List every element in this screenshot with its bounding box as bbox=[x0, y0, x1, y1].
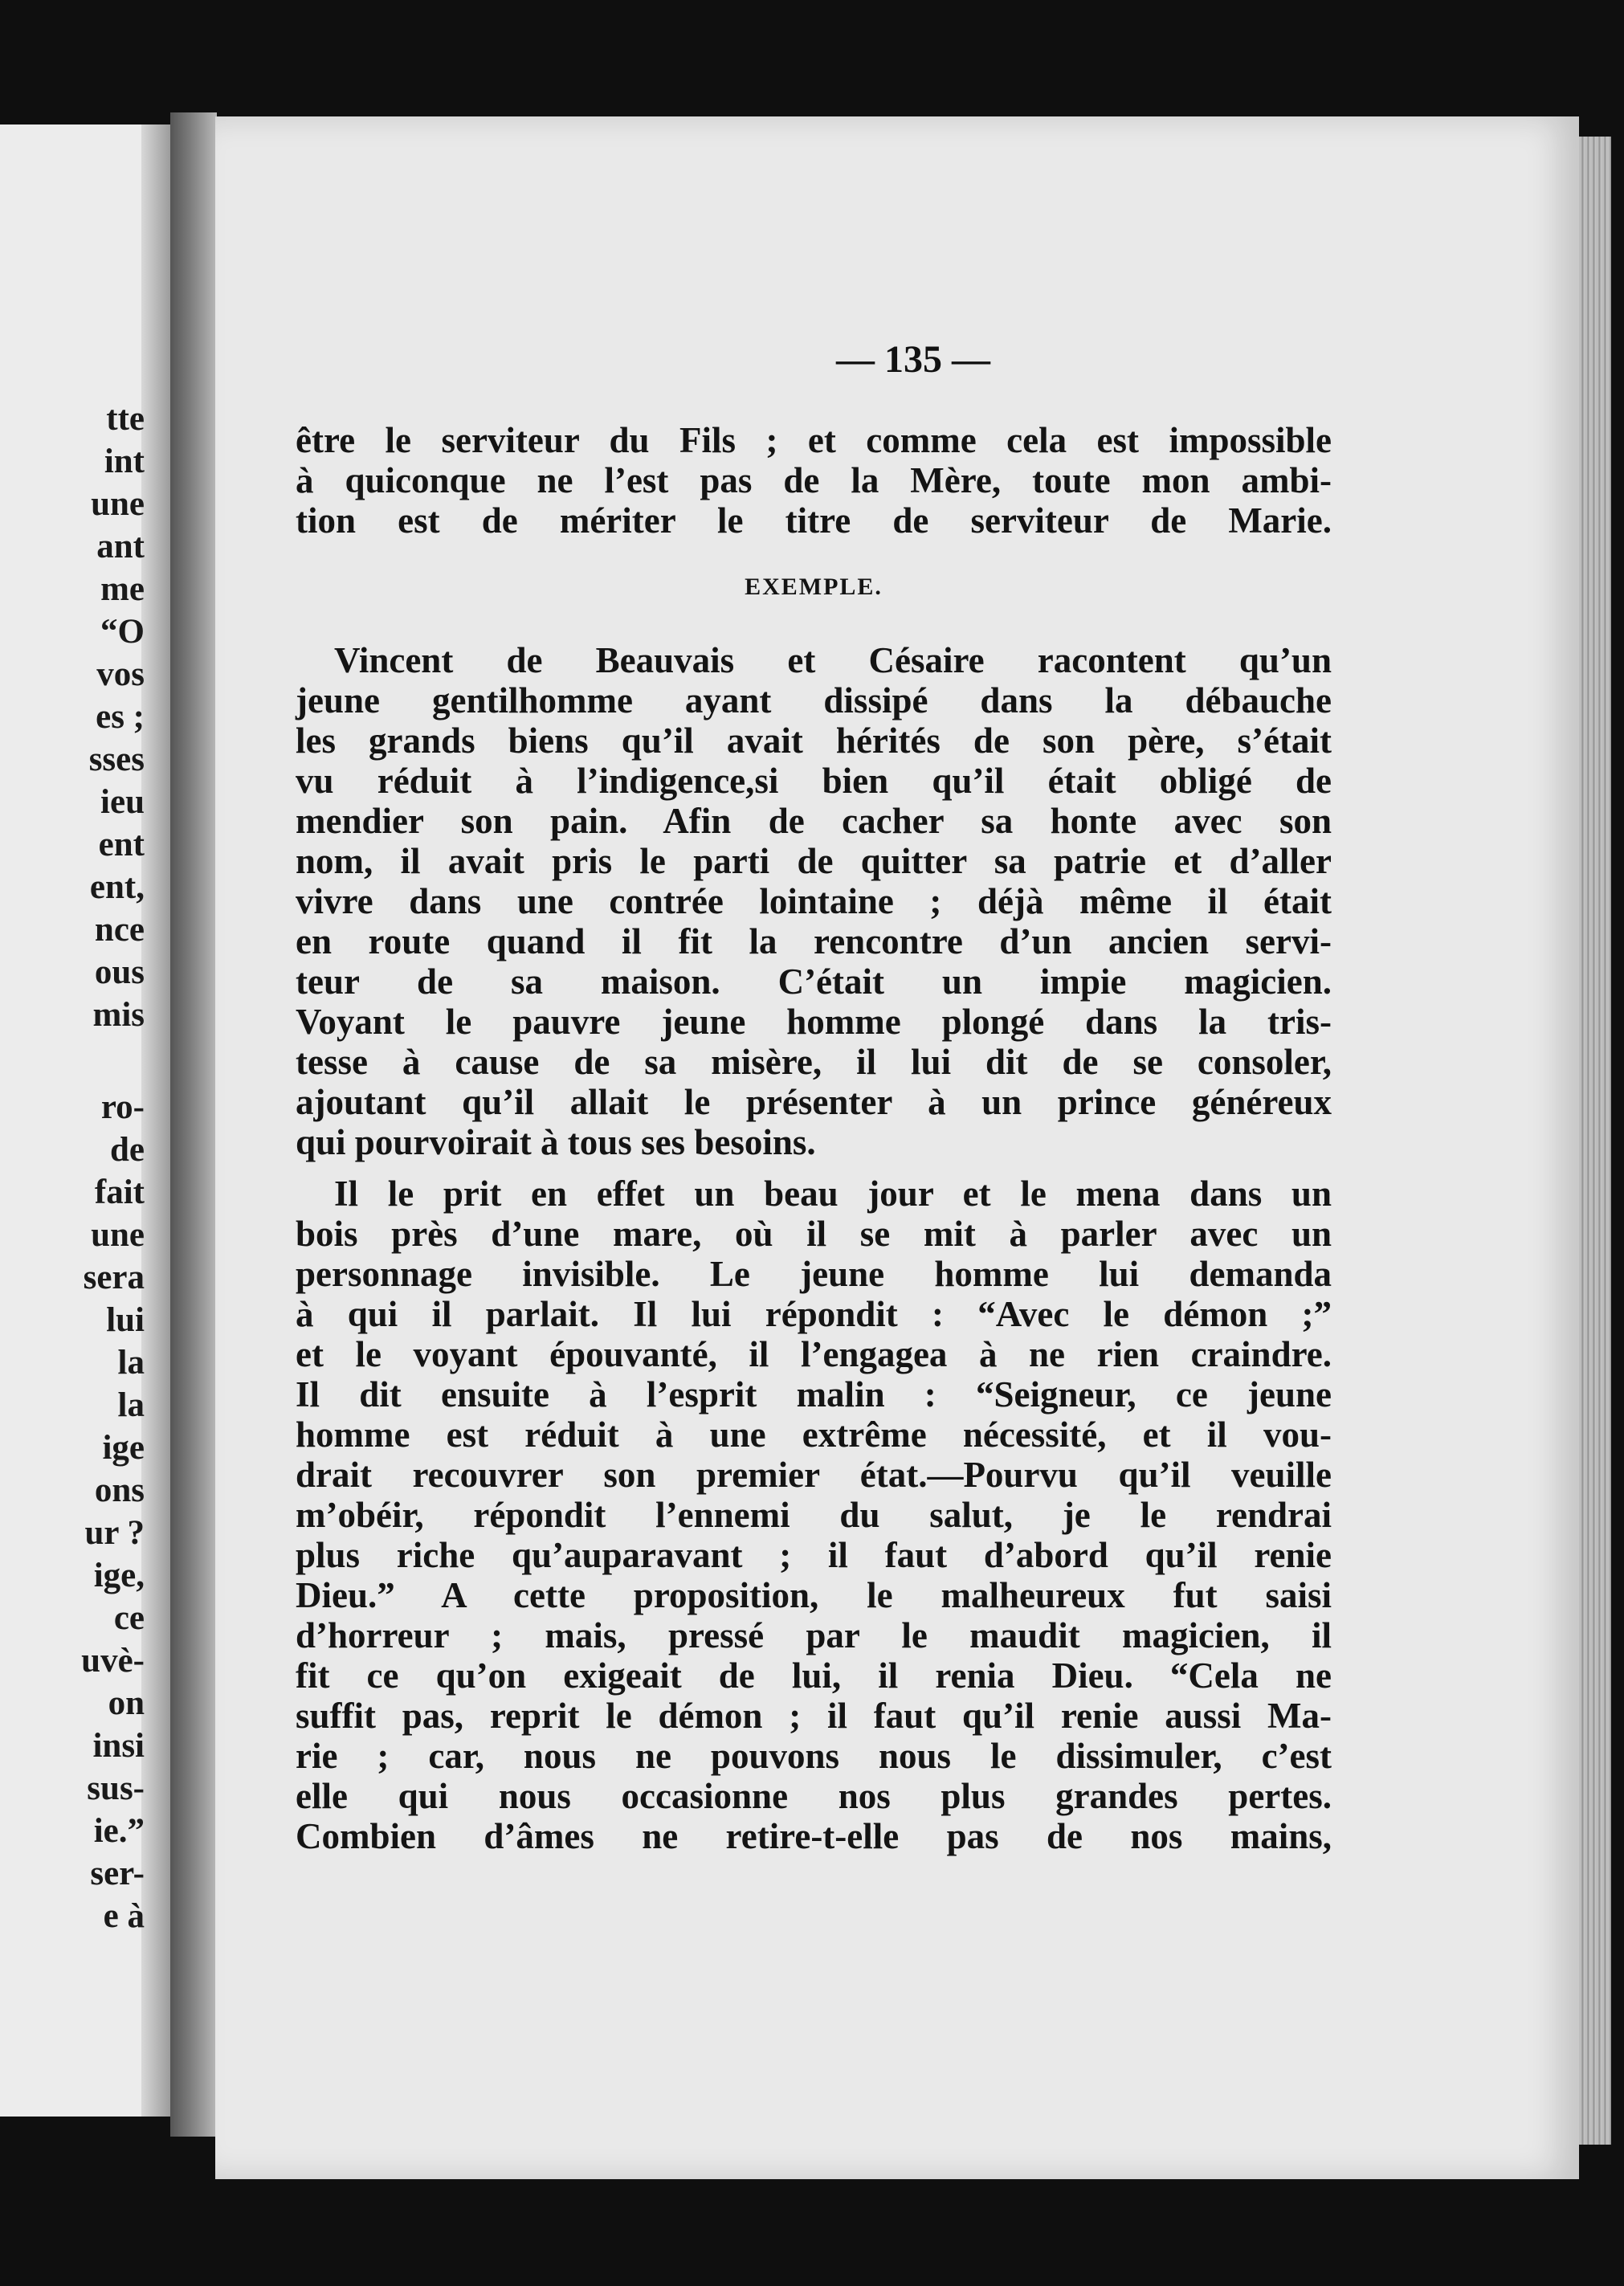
previous-page-line: es ; bbox=[96, 698, 145, 736]
previous-page-line: sus- bbox=[87, 1770, 145, 1807]
paragraph1-lines-line: Voyant le pauvre jeune homme plongé dans la tris- bbox=[296, 1002, 1332, 1042]
previous-page-line: ie.” bbox=[93, 1812, 145, 1850]
paragraph1-lines-line: tesse à cause de sa misère, il lui dit de se consoler, bbox=[296, 1042, 1332, 1082]
paragraph1-lines-line: Vincent de Beauvais et Césaire racontent qu’un bbox=[334, 640, 1332, 680]
intro-paragraph bbox=[296, 420, 1332, 541]
paragraph-1 bbox=[296, 640, 1332, 1162]
paragraph2-lines-line: m’obéir, répondit l’ennemi du salut, je le rendrai bbox=[296, 1495, 1332, 1535]
paragraph1-lines-line: vivre dans une contrée lointaine ; déjà même il était bbox=[296, 881, 1332, 921]
previous-page-line: ige, bbox=[93, 1557, 145, 1594]
paragraph2-lines-line: Combien d’âmes ne retire-t-elle pas de nos mains, bbox=[296, 1816, 1332, 1856]
previous-page-line: ro- bbox=[100, 1088, 145, 1126]
previous-page-line: une bbox=[91, 1216, 145, 1254]
page-number: — 135 — bbox=[836, 338, 990, 381]
previous-page-line: ent bbox=[98, 826, 145, 863]
paragraph2-lines-line: plus riche qu’auparavant ; il faut d’abord qu’il renie bbox=[296, 1535, 1332, 1575]
paragraph1-lines-line: vu réduit à l’indigence,si bien qu’il était obligé de bbox=[296, 761, 1332, 801]
paragraph2-lines-line: homme est réduit à une extrême nécessité, et il vou- bbox=[296, 1414, 1332, 1455]
paragraph1-lines-line: les grands biens qu’il avait hérités de son père, s’était bbox=[296, 720, 1332, 761]
previous-page-line: lui bbox=[106, 1301, 145, 1339]
paragraph2-lines-line: rie ; car, nous ne pouvons nous le dissimuler, c’est bbox=[296, 1736, 1332, 1776]
paragraph2-lines-line: bois près d’une mare, où il se mit à parler avec un bbox=[296, 1214, 1332, 1254]
previous-page-line: ser- bbox=[90, 1855, 145, 1892]
previous-page-line: “O bbox=[100, 613, 145, 651]
page-curve-shadow bbox=[141, 125, 170, 2117]
intro-lines-line: à quiconque ne l’est pas de la Mère, toute mon ambi- bbox=[296, 460, 1332, 500]
previous-page-line: ent, bbox=[89, 868, 145, 906]
previous-page-line: ons bbox=[94, 1472, 145, 1509]
previous-page-line: la bbox=[117, 1386, 145, 1424]
intro-lines-line: tion est de mériter le titre de serviteur de Marie. bbox=[296, 500, 1332, 541]
previous-page-line bbox=[0, 1036, 145, 1086]
paragraph2-lines-line: Il dit ensuite à l’esprit malin : “Seigneur, ce jeune bbox=[296, 1374, 1332, 1414]
paragraph1-lines-line: teur de sa maison. C’était un impie magicien. bbox=[296, 961, 1332, 1002]
page-stack-edge bbox=[1579, 137, 1611, 2145]
paragraph1-lines-line: en route quand il fit la rencontre d’un ancien servi- bbox=[296, 921, 1332, 961]
previous-page-line: uvè- bbox=[81, 1642, 145, 1680]
paragraph-2 bbox=[296, 1174, 1332, 1856]
paragraph1-lines-line: jeune gentilhomme ayant dissipé dans la débauche bbox=[296, 680, 1332, 720]
paragraph1-lines-line: nom, il avait pris le parti de quitter sa patrie et d’aller bbox=[296, 841, 1332, 881]
previous-page-line: vos bbox=[96, 655, 145, 693]
previous-page-line: mis bbox=[92, 996, 145, 1034]
paragraph2-lines-line: suffit pas, reprit le démon ; il faut qu’il renie aussi Ma- bbox=[296, 1696, 1332, 1736]
paragraph2-lines-line: drait recouvrer son premier état.—Pourvu qu’il veuille bbox=[296, 1455, 1332, 1495]
previous-page-line: de bbox=[110, 1131, 145, 1169]
paragraph2-lines-line: personnage invisible. Le jeune homme lui demanda bbox=[296, 1254, 1332, 1294]
intro-lines-line: être le serviteur du Fils ; et comme cela est impossible bbox=[296, 420, 1332, 460]
paragraph1-lines-line: ajoutant qu’il allait le présenter à un prince généreux bbox=[296, 1082, 1332, 1122]
previous-page-line: ant bbox=[96, 528, 145, 565]
previous-page-line: int bbox=[104, 443, 145, 480]
previous-page-line: ce bbox=[113, 1599, 145, 1637]
previous-page-line: sses bbox=[88, 741, 145, 778]
paragraph2-lines-line: elle qui nous occasionne nos plus grandes pertes. bbox=[296, 1776, 1332, 1816]
previous-page-fragment bbox=[0, 125, 170, 2117]
previous-page-line: la bbox=[117, 1344, 145, 1382]
previous-page-line: on bbox=[108, 1684, 145, 1722]
previous-page-line: ige bbox=[102, 1429, 145, 1467]
paragraph2-lines-line: Il le prit en effet un beau jour et le mena dans un bbox=[334, 1174, 1332, 1214]
paragraph2-lines-line: Dieu.” A cette proposition, le malheureux fut saisi bbox=[296, 1575, 1332, 1615]
previous-page-line: me bbox=[100, 570, 145, 608]
previous-page-text bbox=[0, 398, 145, 1937]
previous-page-line: nce bbox=[94, 911, 145, 949]
current-page bbox=[215, 116, 1579, 2179]
previous-page-line: une bbox=[91, 485, 145, 523]
paragraph1-lines-line: qui pourvoirait à tous ses besoins. bbox=[296, 1122, 816, 1162]
paragraph1-lines-line: mendier son pain. Afin de cacher sa honte avec son bbox=[296, 801, 1332, 841]
page-body bbox=[296, 420, 1332, 1856]
previous-page-line: e à bbox=[103, 1897, 145, 1935]
previous-page-line: ur ? bbox=[84, 1514, 145, 1552]
previous-page-line: ieu bbox=[100, 783, 145, 821]
previous-page-line: tte bbox=[106, 400, 145, 438]
section-heading: EXEMPLE. bbox=[745, 574, 883, 600]
paragraph2-lines-line: d’horreur ; mais, pressé par le maudit magicien, il bbox=[296, 1615, 1332, 1655]
paragraph2-lines-line: fit ce qu’on exigeait de lui, il renia Dieu. “Cela ne bbox=[296, 1655, 1332, 1696]
previous-page-line: insi bbox=[92, 1727, 145, 1765]
paragraph2-lines-line: et le voyant épouvanté, il l’engagea à ne rien craindre. bbox=[296, 1334, 1332, 1374]
book-gutter bbox=[170, 112, 217, 2137]
previous-page-line: ous bbox=[94, 953, 145, 991]
previous-page-line: fait bbox=[94, 1174, 145, 1211]
paragraph2-lines-line: à qui il parlait. Il lui répondit : “Avec le démon ;” bbox=[296, 1294, 1332, 1334]
previous-page-line: sera bbox=[83, 1259, 145, 1296]
